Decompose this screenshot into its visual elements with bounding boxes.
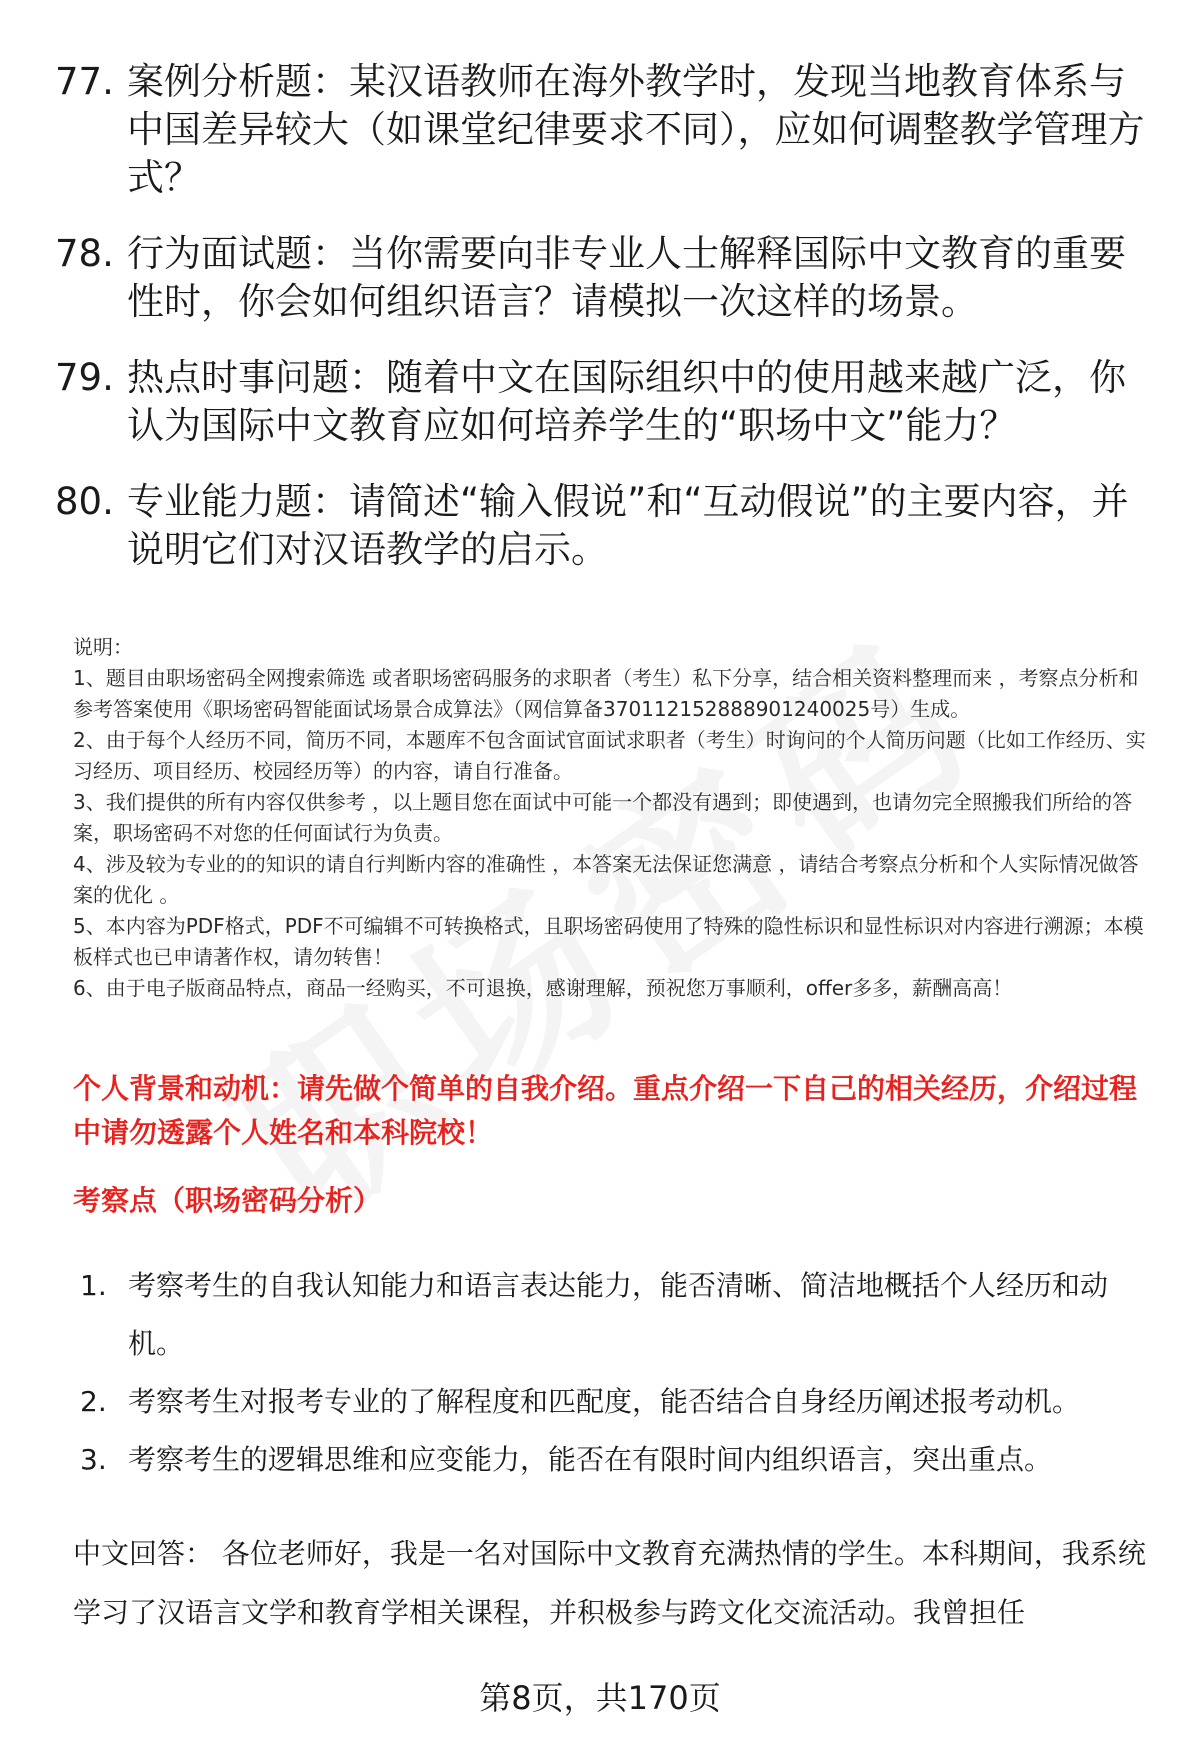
question-item <box>55 478 1145 574</box>
point-text: 考察考生对报考专业的了解程度和匹配度，能否结合自身经历阐述报考动机。 <box>128 1385 1081 1418</box>
answer-paragraph <box>73 1524 1158 1642</box>
analysis-subtitle: 考察点（职场密码分析） <box>73 1184 382 1217</box>
point-text: 考察考生的自我认知能力和语言表达能力，能否清晰、简洁地概括个人经历和动机。 <box>128 1269 1109 1360</box>
question-number: 79. <box>55 356 114 399</box>
question-item <box>55 58 1145 202</box>
notes-heading: 说明： <box>73 635 133 659</box>
question-item <box>55 230 1145 326</box>
disclaimer-notes <box>73 632 1158 1004</box>
question-number: 78. <box>55 232 114 275</box>
analysis-point <box>80 1373 1160 1431</box>
question-text: 热点时事问题：随着中文在国际组织中的使用越来越广泛，你认为国际中文教育应如何培养学生的“职场中文”能力？ <box>127 356 1126 447</box>
question-number: 80. <box>55 480 114 523</box>
note-item: 4、涉及较为专业的的知识的请自行判断内容的准确性 ，本答案无法保证您满意 ，请结合考察点分析和个人实际情况做答案的优化 。 <box>73 852 1139 907</box>
analysis-point <box>80 1257 1160 1373</box>
question-item <box>55 354 1145 450</box>
analysis-point <box>80 1431 1160 1489</box>
note-item: 5、本内容为PDF格式，PDF不可编辑不可转换格式，且职场密码使用了特殊的隐性标识和显性标识对内容进行溯源；本模板样式也已申请著作权，请勿转售！ <box>73 914 1144 969</box>
point-number: 2. <box>80 1385 107 1418</box>
answer-text: 各位老师好，我是一名对国际中文教育充满热情的学生。本科期间，我系统学习了汉语言文学和教育学相关课程，并积极参与跨文化交流活动。我曾担任 <box>73 1537 1146 1629</box>
point-number: 3. <box>80 1443 107 1476</box>
section-title: 个人背景和动机：请先做个简单的自我介绍。重点介绍一下自己的相关经历，介绍过程中请勿透露个人姓名和本科院校！ <box>73 1072 1138 1149</box>
note-item: 1、题目由职场密码全网搜索筛选 或者职场密码服务的求职者（考生）私下分享，结合相关资料整理而来 ，考察点分析和参考答案使用《职场密码智能面试场景合成算法》（网信算备370112152888901240025号）生成。 <box>73 666 1139 721</box>
note-item: 6、由于电子版商品特点，商品一经购买，不可退换，感谢理解，预祝您万事顺利，offer多多，薪酬高高！ <box>73 976 1013 1000</box>
answer-label: 中文回答： <box>73 1537 214 1570</box>
question-list <box>55 58 1145 602</box>
point-text: 考察考生的逻辑思维和应变能力，能否在有限时间内组织语言，突出重点。 <box>128 1443 1053 1476</box>
note-item: 2、由于每个人经历不同，简历不同，本题库不包含面试官面试求职者（考生）时询问的个人简历问题（比如工作经历、实习经历、项目经历、校园经历等）的内容，请自行准备。 <box>73 728 1146 783</box>
note-item: 3、我们提供的所有内容仅供参考 ，以上题目您在面试中可能一个都没有遇到；即使遇到，也请勿完全照搬我们所给的答案，职场密码不对您的任何面试行为负责。 <box>73 790 1133 845</box>
analysis-points <box>80 1257 1160 1489</box>
question-text: 专业能力题：请简述“输入假说”和“互动假说”的主要内容，并说明它们对汉语教学的启示。 <box>127 480 1129 571</box>
page-footer: 第8页，共170页 <box>479 1679 721 1717</box>
question-text: 案例分析题：某汉语教师在海外教学时，发现当地教育体系与中国差异较大（如课堂纪律要求不同），应如何调整教学管理方式？ <box>127 60 1145 199</box>
question-number: 77. <box>55 60 114 103</box>
point-number: 1. <box>80 1269 107 1302</box>
question-text: 行为面试题：当你需要向非专业人士解释国际中文教育的重要性时，你会如何组织语言？请模拟一次这样的场景。 <box>127 232 1126 323</box>
